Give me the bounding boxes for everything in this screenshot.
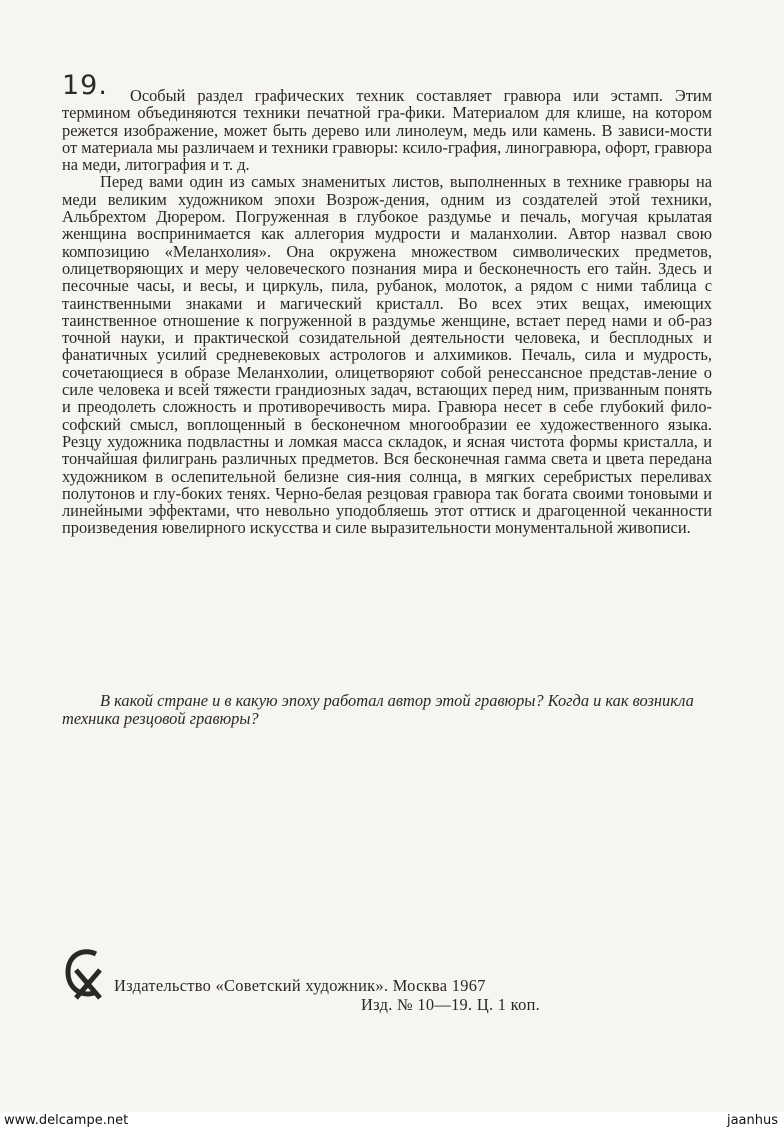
publisher-logo-icon — [62, 948, 104, 1000]
question-text: В какой стране и в какую эпоху работал автор этой гравюры? Когда и как возникла техника резцовой гравюры? — [62, 691, 694, 728]
paragraph-main: Перед вами один из самых знаменитых листов, выполненных в технике гравюры на меди великим художником эпохи Возрож-дения, одним из создателей этой техники, Альбрехтом Дюрером. Погруженная в глубокое раздумье и печаль, могучая крылатая женщина воспринимается как аллегория мудрости и маланхолии. Автор назвал свою композицию «Меланхолия». Она окружена множеством символических предметов, олицетворяющих и меру человеческого познания мира и бесконечность его тайн. Здесь и песочные часы, и весы, и циркуль, пила, рубанок, молоток, а рядом с ними таблица с таинственными знаками и магический кристалл. Во всех этих вещах, имеющих таинственное отношение к погруженной в раздумье женщине, встает перед нами и об-раз точной науки, и практической созидательной деятельности человека, и бесплодных и фанатичных усилий средневековых астрологов и алхимиков. Печаль, сила и мудрость, сочетающиеся в образе Меланхолии, олицетворяют собой ренессансное представ-ление о силе человека и всей тяжести грандиозных задач, встающих перед ним, призванным понять и преодолеть сложность и противоречивость мира. Гравюра несет в себе глубокий фило-софский смысл, воплощенный в бесконечном многообразии ее художественного языка. Резцу художника подвластны и ломкая масса складок, и ясная чистота формы кристалла, и тончайшая филигрань различных предметов. Вся бесконечная гамма света и цвета передана художником в ослепительной белизне сия-ния солнца, в мягких серебристых переливах полутонов и глу-боких тенях. Черно-белая резцовая гравюра так богата своими тоновыми и линейными эффектами, что невольно уподобляешь этот оттиск и драгоценной чеканности произведения ювелирного искусства и силе выразительности монументальной живописи. — [62, 172, 712, 538]
imprint-line: Изд. № 10—19. Ц. 1 коп. — [361, 995, 541, 1014]
watermark-left: www.delcampe.net — [4, 1113, 129, 1128]
publisher-line: Издательство «Советский художник». Москва 1967 — [114, 976, 486, 995]
description-text — [62, 87, 712, 537]
card-number: 19. — [62, 70, 108, 101]
watermark-bar — [0, 1112, 784, 1131]
watermark-right: jaanhus — [726, 1113, 778, 1128]
paragraph-intro: Особый раздел графических техник составляет гравюра или эстамп. Этим термином объединяются техники печатной гра-фики. Материалом для клише, на котором режется изображение, может быть дерево или линолеум, медь или камень. В зависи-мости от материала мы различаем и техники гравюры: ксило-графия, линогравюра, офорт, гравюра на меди, литография и т. д. — [62, 86, 712, 175]
